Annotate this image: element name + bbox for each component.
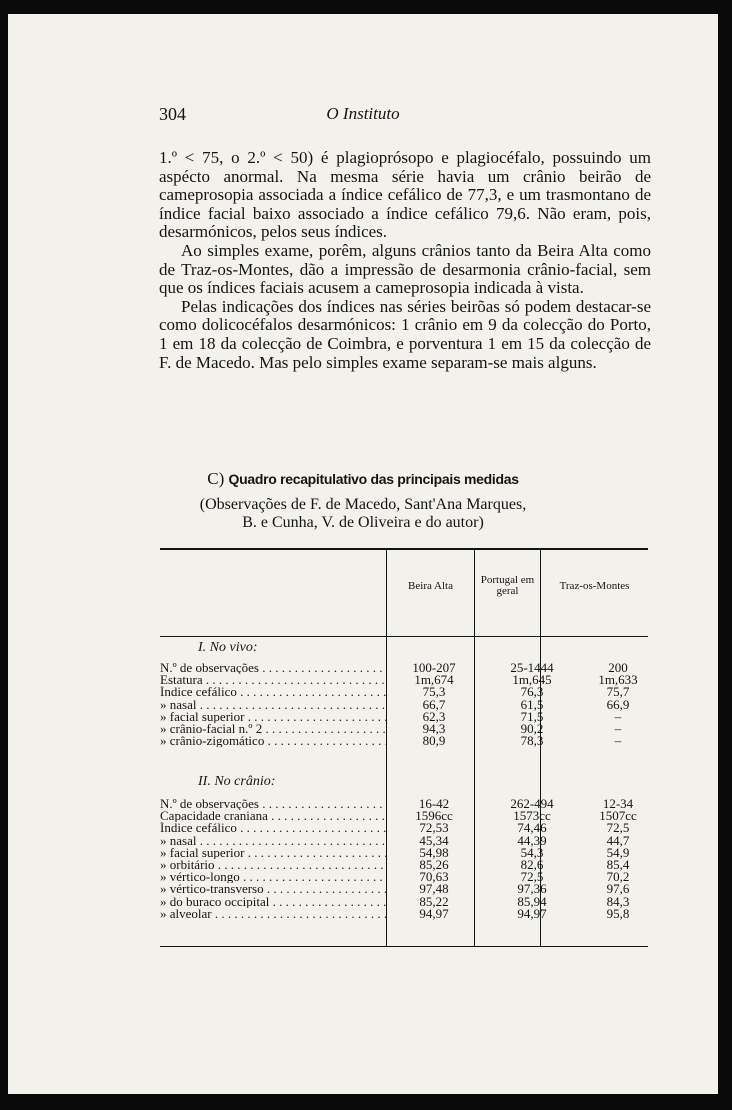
table-row: » do buraco occipital . . . 85,22 85,94 84,3 bbox=[160, 896, 646, 908]
section-title bbox=[8, 469, 718, 489]
table-row: Capacidade craniana . . . 1596cc 1573cc 1507cc bbox=[160, 810, 646, 822]
table-bottom-rule bbox=[160, 946, 648, 947]
group-heading: I. No vivo: bbox=[198, 640, 258, 655]
sources-line: B. e Cunha, V. de Oliveira e do autor) bbox=[242, 514, 484, 531]
table-row: » facial superior . . . 62,3 71,5 – bbox=[160, 711, 646, 723]
table-row: » orbitário . . . 85,26 82,6 85,4 bbox=[160, 859, 646, 871]
column-header-portugal: Portugal em geral bbox=[480, 574, 535, 597]
table-row: Índice cefálico . . . 72,53 74,46 72,5 bbox=[160, 822, 646, 834]
table-sources bbox=[8, 496, 718, 532]
page-header bbox=[8, 104, 718, 128]
table-row: » nasal . . . 45,34 44,39 44,7 bbox=[160, 835, 646, 847]
running-title: O Instituto bbox=[326, 104, 400, 123]
group-rows-no-vivo bbox=[160, 662, 646, 747]
table-row: Índice cefálico . . . 75,3 76,3 75,7 bbox=[160, 686, 646, 698]
paragraph: Pelas indicações dos índices nas séries beirõas só podem destacar-se como dolicocéfalos desarmónicos: 1 crânio em 9 da colecção do Porto, 1 em 18 da colecção de Coimbra, e porventura 1 em 15 da colecção de F. de Macedo. Mas pelo simples exame separam-se mais alguns. bbox=[159, 296, 651, 372]
table-row: N.º de observações . . . 16-42 262-494 12-34 bbox=[160, 798, 646, 810]
table-row: » vértico-transverso . . . 97,48 97,36 97,6 bbox=[160, 883, 646, 895]
group-rows-no-cranio bbox=[160, 798, 646, 920]
table-row: » facial superior . . . 54,98 54,3 54,9 bbox=[160, 847, 646, 859]
paragraph: 1.º < 75, o 2.º < 50) é plagioprósopo e plagiocéfalo, possuindo um aspécto anormal. Na mesma série havia um crânio beirão de cameprosopia associada a índice cefálico de 77,3, e um trasmontano de índice facial baixo associado a índice cefálico 79,6. Não eram, pois, desarmónicos, pelos seus índices. bbox=[159, 148, 651, 242]
table-row: » nasal . . . 66,7 61,5 66,9 bbox=[160, 699, 646, 711]
group-heading: II. No crânio: bbox=[198, 774, 276, 789]
table-row: Estatura . . . 1m,674 1m,645 1m,633 bbox=[160, 674, 646, 686]
body-text bbox=[159, 149, 651, 372]
table-header-rule bbox=[160, 636, 648, 637]
book-page bbox=[8, 14, 718, 1094]
table-row: » crânio-zigomático . . . 80,9 78,3 – bbox=[160, 735, 646, 747]
table-top-rule bbox=[160, 548, 648, 550]
section-letter: C) bbox=[207, 469, 225, 488]
table-row: N.º de observações . . . 100-207 25-1444 200 bbox=[160, 662, 646, 674]
table-row: » alveolar . . . 94,97 94,97 95,8 bbox=[160, 908, 646, 920]
table-row: » vértico-longo . . . 70,63 72,5 70,2 bbox=[160, 871, 646, 883]
page-number: 304 bbox=[159, 104, 186, 124]
table-row: » crânio-facial n.º 2 . . . 94,3 90,2 – bbox=[160, 723, 646, 735]
column-header-beira-alta: Beira Alta bbox=[408, 580, 453, 592]
column-header-traz-os-montes: Traz-os-Montes bbox=[559, 580, 630, 592]
sources-line: (Observações de F. de Macedo, Sant'Ana Marques, bbox=[199, 496, 527, 513]
paragraph: Ao simples exame, porêm, alguns crânios tanto da Beira Alta como de Traz-os-Montes, dão a impressão de desarmonia crânio-facial, sem que os índices faciais acusem a cameprosopia indicada à vista. bbox=[159, 240, 651, 298]
section-title-text: Quadro recapitulativo das principais medidas bbox=[228, 471, 519, 487]
